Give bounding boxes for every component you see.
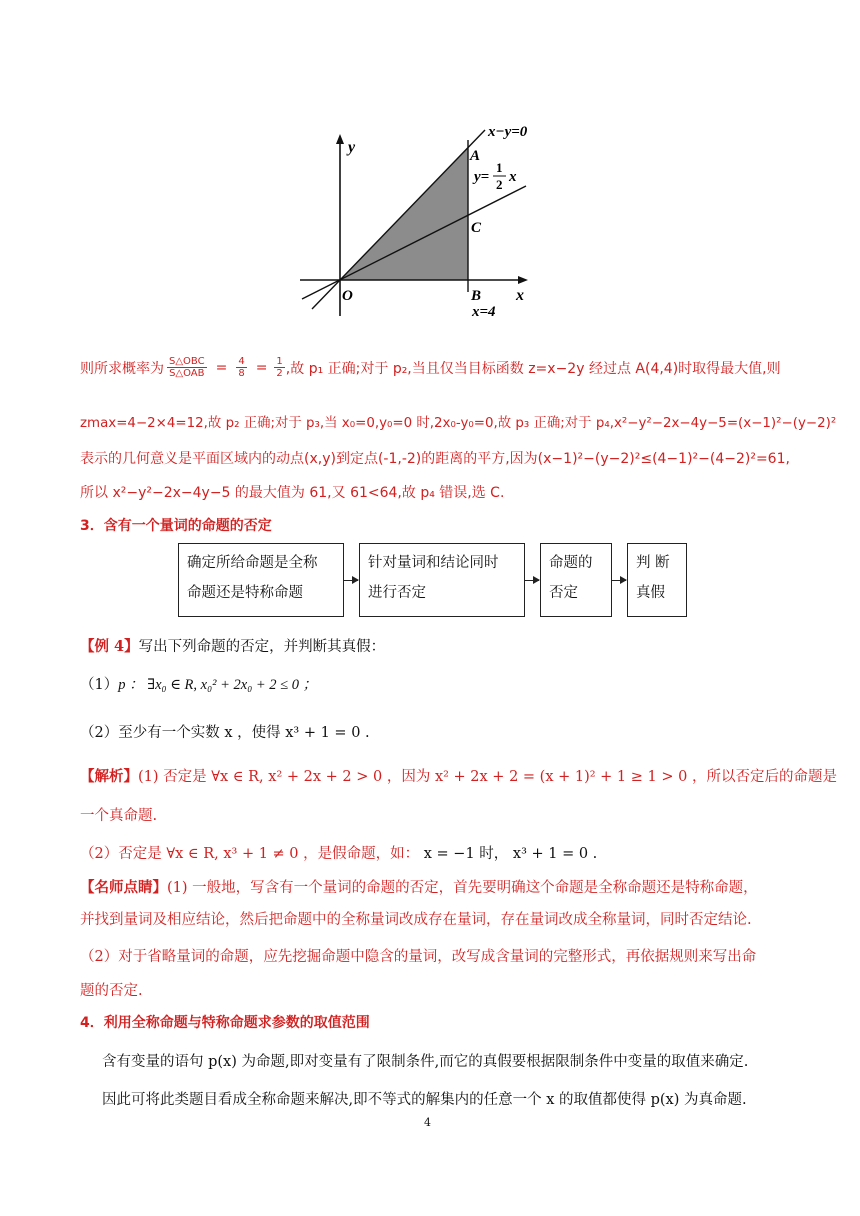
flow-box-3-line1: 命题的 (549, 555, 593, 571)
section4-para-2: 因此可将此类题目看成全称命题来解决,即不等式的解集内的任意一个 x 的取值都使得 p(x) 为真命题. (102, 1092, 747, 1108)
flow-box-1 (178, 543, 344, 617)
tips-line-2: （2）对于省略量词的命题，应先挖掘命题中隐含的量词，改写成含量词的完整形式，再依据规则来写出命 (80, 949, 757, 965)
frac-den: 8 (238, 368, 245, 379)
solution-text-a: 则所求概率为 (80, 360, 164, 377)
frac-area (167, 356, 207, 379)
label-o: O (342, 288, 353, 304)
section4-title: 4．利用全称命题与特称命题求参数的取值范围 (80, 1015, 370, 1031)
example4-item-1 (80, 673, 317, 694)
analysis-line-2 (80, 842, 597, 863)
solution-text-b: ,故 p₁ 正确;对于 p₂,当且仅当目标函数 z=x−2y 经过点 A(4,4)时取得最大值,则 (285, 360, 781, 377)
item-1-math: p ： ∃x₀ ∈ R, x₀² + 2x₀ + 2 ≤ 0 ； (118, 677, 318, 693)
analysis-line-1 (80, 765, 837, 786)
flow-box-1-line2: 命题还是特称命题 (187, 585, 303, 601)
analysis-a2-suffix: x = −1 时， x³ + 1 = 0 . (419, 846, 598, 862)
tips-line-2-cont: 题的否定. (80, 983, 143, 999)
flow-box-2 (359, 543, 525, 617)
solution-line-4: 所以 x²−y²−2x−4y−5 的最大值为 61,又 61<64,故 p₄ 错误,选 C. (80, 485, 505, 501)
flow-box-3-line2: 否定 (549, 585, 578, 601)
flow-arrow-2 (525, 580, 539, 581)
flow-arrow-1 (344, 580, 358, 581)
frac-1-2 (274, 356, 284, 379)
analysis-tag: 【解析】 (80, 768, 138, 785)
label-a: A (470, 148, 481, 164)
frac-num: 4 (238, 356, 245, 367)
tips-line-1 (80, 876, 758, 897)
eq-sign: = (255, 359, 268, 376)
x-axis-arrow (518, 276, 528, 284)
analysis-a2-prefix: （2）否定是 ∀x ∈ R, x³ + 1 ≠ 0 ，是假命题，如： (80, 846, 420, 862)
section4-para-1: 含有变量的语句 p(x) 为命题,即对变量有了限制条件,而它的真假要根据限制条件中变量的取值来确定. (102, 1054, 749, 1070)
example4-item-2 (80, 721, 370, 742)
analysis-line-1-cont: 一个真命题. (80, 808, 158, 824)
flow-box-2-line1: 针对量词和结论同时 (368, 555, 499, 571)
frac-num: S△OBC (169, 356, 205, 367)
frac-den: S△OAB (169, 368, 205, 379)
analysis-a1: (1) 否定是 ∀x ∈ R, x² + 2x + 2 > 0 ，因为 x² + 2x + 2 = (x + 1)² + 1 ≥ 1 > 0 ，所以否定后的命题是 (138, 769, 837, 785)
item-2-text: 至少有一个实数 x ，使得 x³ + 1 = 0 . (118, 725, 370, 741)
tips-line-1-cont: 并找到量词及相应结论，然后把命题中的全称量词改成存在量词，存在量词改成全称量词，同时否定结论. (80, 912, 752, 928)
flow-arrow-3 (612, 580, 626, 581)
tips-t1: (1) 一般地，写含有一个量词的命题的否定，首先要明确这个命题是全称命题还是特称命题， (167, 880, 758, 896)
label-line2-num: 1 (496, 160, 503, 175)
item-1-label: （1） (80, 677, 119, 693)
page-number: 4 (424, 1116, 431, 1129)
region-figure (290, 120, 550, 325)
label-y: y (348, 139, 356, 156)
label-line1: x−y=0 (488, 124, 528, 140)
label-line2-prefix: y= (474, 169, 490, 185)
label-c: C (471, 220, 482, 236)
eq-sign: = (215, 359, 228, 376)
solution-line-3: 表示的几何意义是平面区域内的动点(x,y)到定点(-1,-2)的距离的平方,因为(x−1)²−(y−2)²≤(4−1)²−(4−2)²=61, (80, 451, 790, 467)
section3-title: 3．含有一个量词的命题的否定 (80, 518, 272, 534)
label-line2-var: x (509, 169, 517, 185)
label-line3: x=4 (472, 304, 496, 320)
flow-box-4 (627, 543, 687, 617)
item-2-label: （2） (80, 725, 119, 741)
frac-num: 1 (276, 356, 283, 367)
label-line2-den: 2 (496, 177, 503, 192)
flow-box-3 (540, 543, 612, 617)
example4-tag: 【例 4】 (80, 638, 139, 655)
tips-tag: 【名师点睛】 (80, 879, 167, 896)
flow-box-1-line1: 确定所给命题是全称 (187, 555, 318, 571)
label-b: B (471, 288, 482, 304)
flow-box-4-line1: 判 断 (636, 555, 670, 571)
example4-heading (80, 635, 385, 656)
flow-box-2-line2: 进行否定 (368, 585, 426, 601)
frac-4-8 (236, 356, 246, 379)
solution-line-2: zmax=4−2×4=12,故 p₂ 正确;对于 p₃,当 x₀=0,y₀=0 时,2x₀-y₀=0,故 p₃ 正确;对于 p₄,x²−y²−2x−4y−5=(x−1)²−(y−2)² (80, 416, 837, 431)
y-axis-arrow (336, 134, 344, 144)
label-x: x (516, 287, 524, 304)
frac-den: 2 (276, 368, 283, 379)
flow-box-4-line2: 真假 (636, 585, 665, 601)
example4-text: 写出下列命题的否定，并判断其真假： (138, 639, 386, 655)
solution-line-1 (80, 356, 781, 379)
